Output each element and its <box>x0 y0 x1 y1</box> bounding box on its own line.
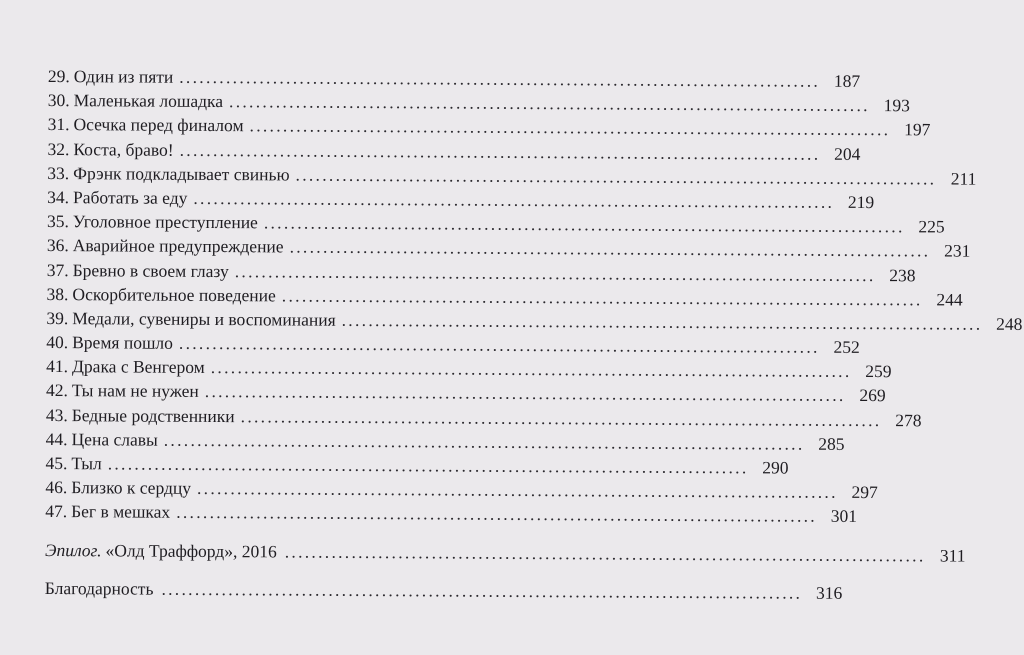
chapter-title: Близко к сердцу <box>71 477 192 499</box>
dot-leader: ................................................................................................ <box>284 541 926 565</box>
chapter-number: 29. <box>47 65 70 87</box>
chapter-title: Время пошло <box>72 332 174 353</box>
chapter-number: 38. <box>46 283 69 304</box>
dot-leader: ................................................................................................ <box>240 405 882 430</box>
dot-leader: ................................................................................................ <box>163 429 805 454</box>
chapter-title: Бедные родственники <box>71 404 235 426</box>
dot-leader: ................................................................................................ <box>249 115 891 140</box>
chapter-title: Работать за еду <box>73 187 188 208</box>
toc-entry <box>46 233 971 261</box>
chapter-page-number: 248 <box>996 313 1023 334</box>
chapter-title: Один из пяти <box>73 66 174 87</box>
dot-leader: ................................................................................................ <box>176 502 818 527</box>
dot-leader: ................................................................................................ <box>234 260 876 285</box>
toc-entry <box>45 378 886 406</box>
chapter-title: Маленькая лошадка <box>73 90 224 112</box>
epilog-label: Эпилог. <box>44 539 102 560</box>
chapter-title: Бег в мешках <box>71 501 171 523</box>
chapter-page-number: 290 <box>762 457 789 478</box>
chapter-number: 46. <box>45 477 68 498</box>
acknowledgements-page-number: 316 <box>815 582 843 603</box>
chapter-number: 32. <box>47 138 70 159</box>
dot-leader: ................................................................................................ <box>178 332 820 357</box>
toc-entry-acknowledgements <box>44 576 843 604</box>
chapter-title: Уголовное преступление <box>72 211 258 233</box>
chapter-page-number: 259 <box>865 361 892 382</box>
epilog-title: «Олд Траффорд», 2016 <box>105 539 277 561</box>
dot-leader: ................................................................................................ <box>161 578 803 603</box>
chapter-number: 36. <box>46 235 69 256</box>
toc-entry <box>45 499 858 527</box>
dot-leader: ................................................................................................ <box>179 66 821 91</box>
chapter-title: Драка с Венгером <box>71 356 205 378</box>
chapter-page-number: 219 <box>847 191 875 212</box>
chapter-title: Цена славы <box>71 428 158 450</box>
chapter-title: Ты нам не нужен <box>71 380 199 402</box>
chapter-title: Коста, браво! <box>73 138 174 160</box>
chapter-page-number: 269 <box>859 385 886 406</box>
chapter-title: Фрэнк подкладывает свинью <box>73 162 290 185</box>
chapter-page-number: 225 <box>918 216 945 237</box>
toc-entry <box>47 137 861 165</box>
chapter-title: Медали, сувениры и воспоминания <box>72 308 336 330</box>
chapter-number: 37. <box>46 259 69 280</box>
chapter-page-number: 211 <box>950 168 977 189</box>
chapter-title: Аварийное предупреждение <box>72 235 284 257</box>
dot-leader: ................................................................................................ <box>295 164 937 189</box>
chapter-number: 40. <box>46 332 69 353</box>
chapter-title: Тыл <box>71 453 102 474</box>
chapter-number: 42. <box>45 380 68 401</box>
toc-entry <box>46 306 1023 334</box>
toc-entry <box>46 209 945 237</box>
dot-leader: ................................................................................................ <box>193 187 835 212</box>
dot-leader: ................................................................................................ <box>228 91 870 116</box>
chapter-page-number: 252 <box>833 336 860 358</box>
chapter-page-number: 285 <box>818 433 845 454</box>
toc-entry <box>45 475 878 503</box>
chapter-number: 44. <box>45 428 68 449</box>
chapter-number: 34. <box>47 186 70 208</box>
chapter-title: Оскорбительное поведение <box>72 283 276 306</box>
chapter-number: 35. <box>46 211 69 232</box>
dot-leader: ................................................................................................ <box>210 357 852 382</box>
chapter-page-number: 193 <box>883 95 910 116</box>
dot-leader: ................................................................................................ <box>179 139 821 164</box>
toc-entry <box>47 112 931 140</box>
epilog-page-number: 311 <box>939 545 966 566</box>
dot-leader: ................................................................................................ <box>204 381 846 406</box>
dot-leader: ................................................................................................ <box>281 285 923 310</box>
chapter-number: 41. <box>46 356 69 377</box>
dot-leader: ................................................................................................ <box>263 212 905 237</box>
chapter-page-number: 204 <box>834 143 861 164</box>
chapter-page-number: 238 <box>889 264 916 285</box>
toc-entry <box>45 403 922 431</box>
acknowledgements-title: Благодарность <box>44 577 154 599</box>
toc-entry <box>47 161 977 189</box>
chapter-number: 33. <box>47 162 70 183</box>
toc-entry <box>46 282 963 310</box>
chapter-page-number: 297 <box>851 482 878 503</box>
chapter-list <box>45 64 1023 527</box>
chapter-number: 43. <box>45 404 68 425</box>
chapter-number: 47. <box>45 501 68 522</box>
chapter-number: 39. <box>46 307 69 329</box>
chapter-page-number: 197 <box>904 119 931 140</box>
chapter-title: Бревно в своем глазу <box>72 259 229 281</box>
chapter-number: 31. <box>47 114 70 135</box>
toc-entry-epilog <box>44 538 966 566</box>
toc-entry <box>45 451 789 479</box>
chapter-page-number: 301 <box>830 506 858 527</box>
chapter-page-number: 187 <box>833 70 861 91</box>
dot-leader: ................................................................................................ <box>107 453 749 478</box>
chapter-page-number: 278 <box>895 409 922 430</box>
toc-entry <box>46 257 916 285</box>
toc-entry <box>47 88 910 116</box>
chapter-page-number: 244 <box>936 289 963 310</box>
table-of-contents <box>44 64 1023 603</box>
toc-entry <box>47 64 861 92</box>
dot-leader: ................................................................................................ <box>196 478 838 503</box>
dot-leader: ................................................................................................ <box>289 236 931 261</box>
dot-leader: ................................................................................................ <box>341 309 983 334</box>
chapter-number: 30. <box>47 90 70 111</box>
toc-entry <box>46 330 860 358</box>
toc-entry <box>46 354 892 382</box>
toc-entry <box>47 185 875 213</box>
toc-entry <box>45 427 845 455</box>
chapter-page-number: 231 <box>944 240 971 261</box>
chapter-number: 45. <box>45 452 68 474</box>
chapter-title: Осечка перед финалом <box>73 114 244 136</box>
